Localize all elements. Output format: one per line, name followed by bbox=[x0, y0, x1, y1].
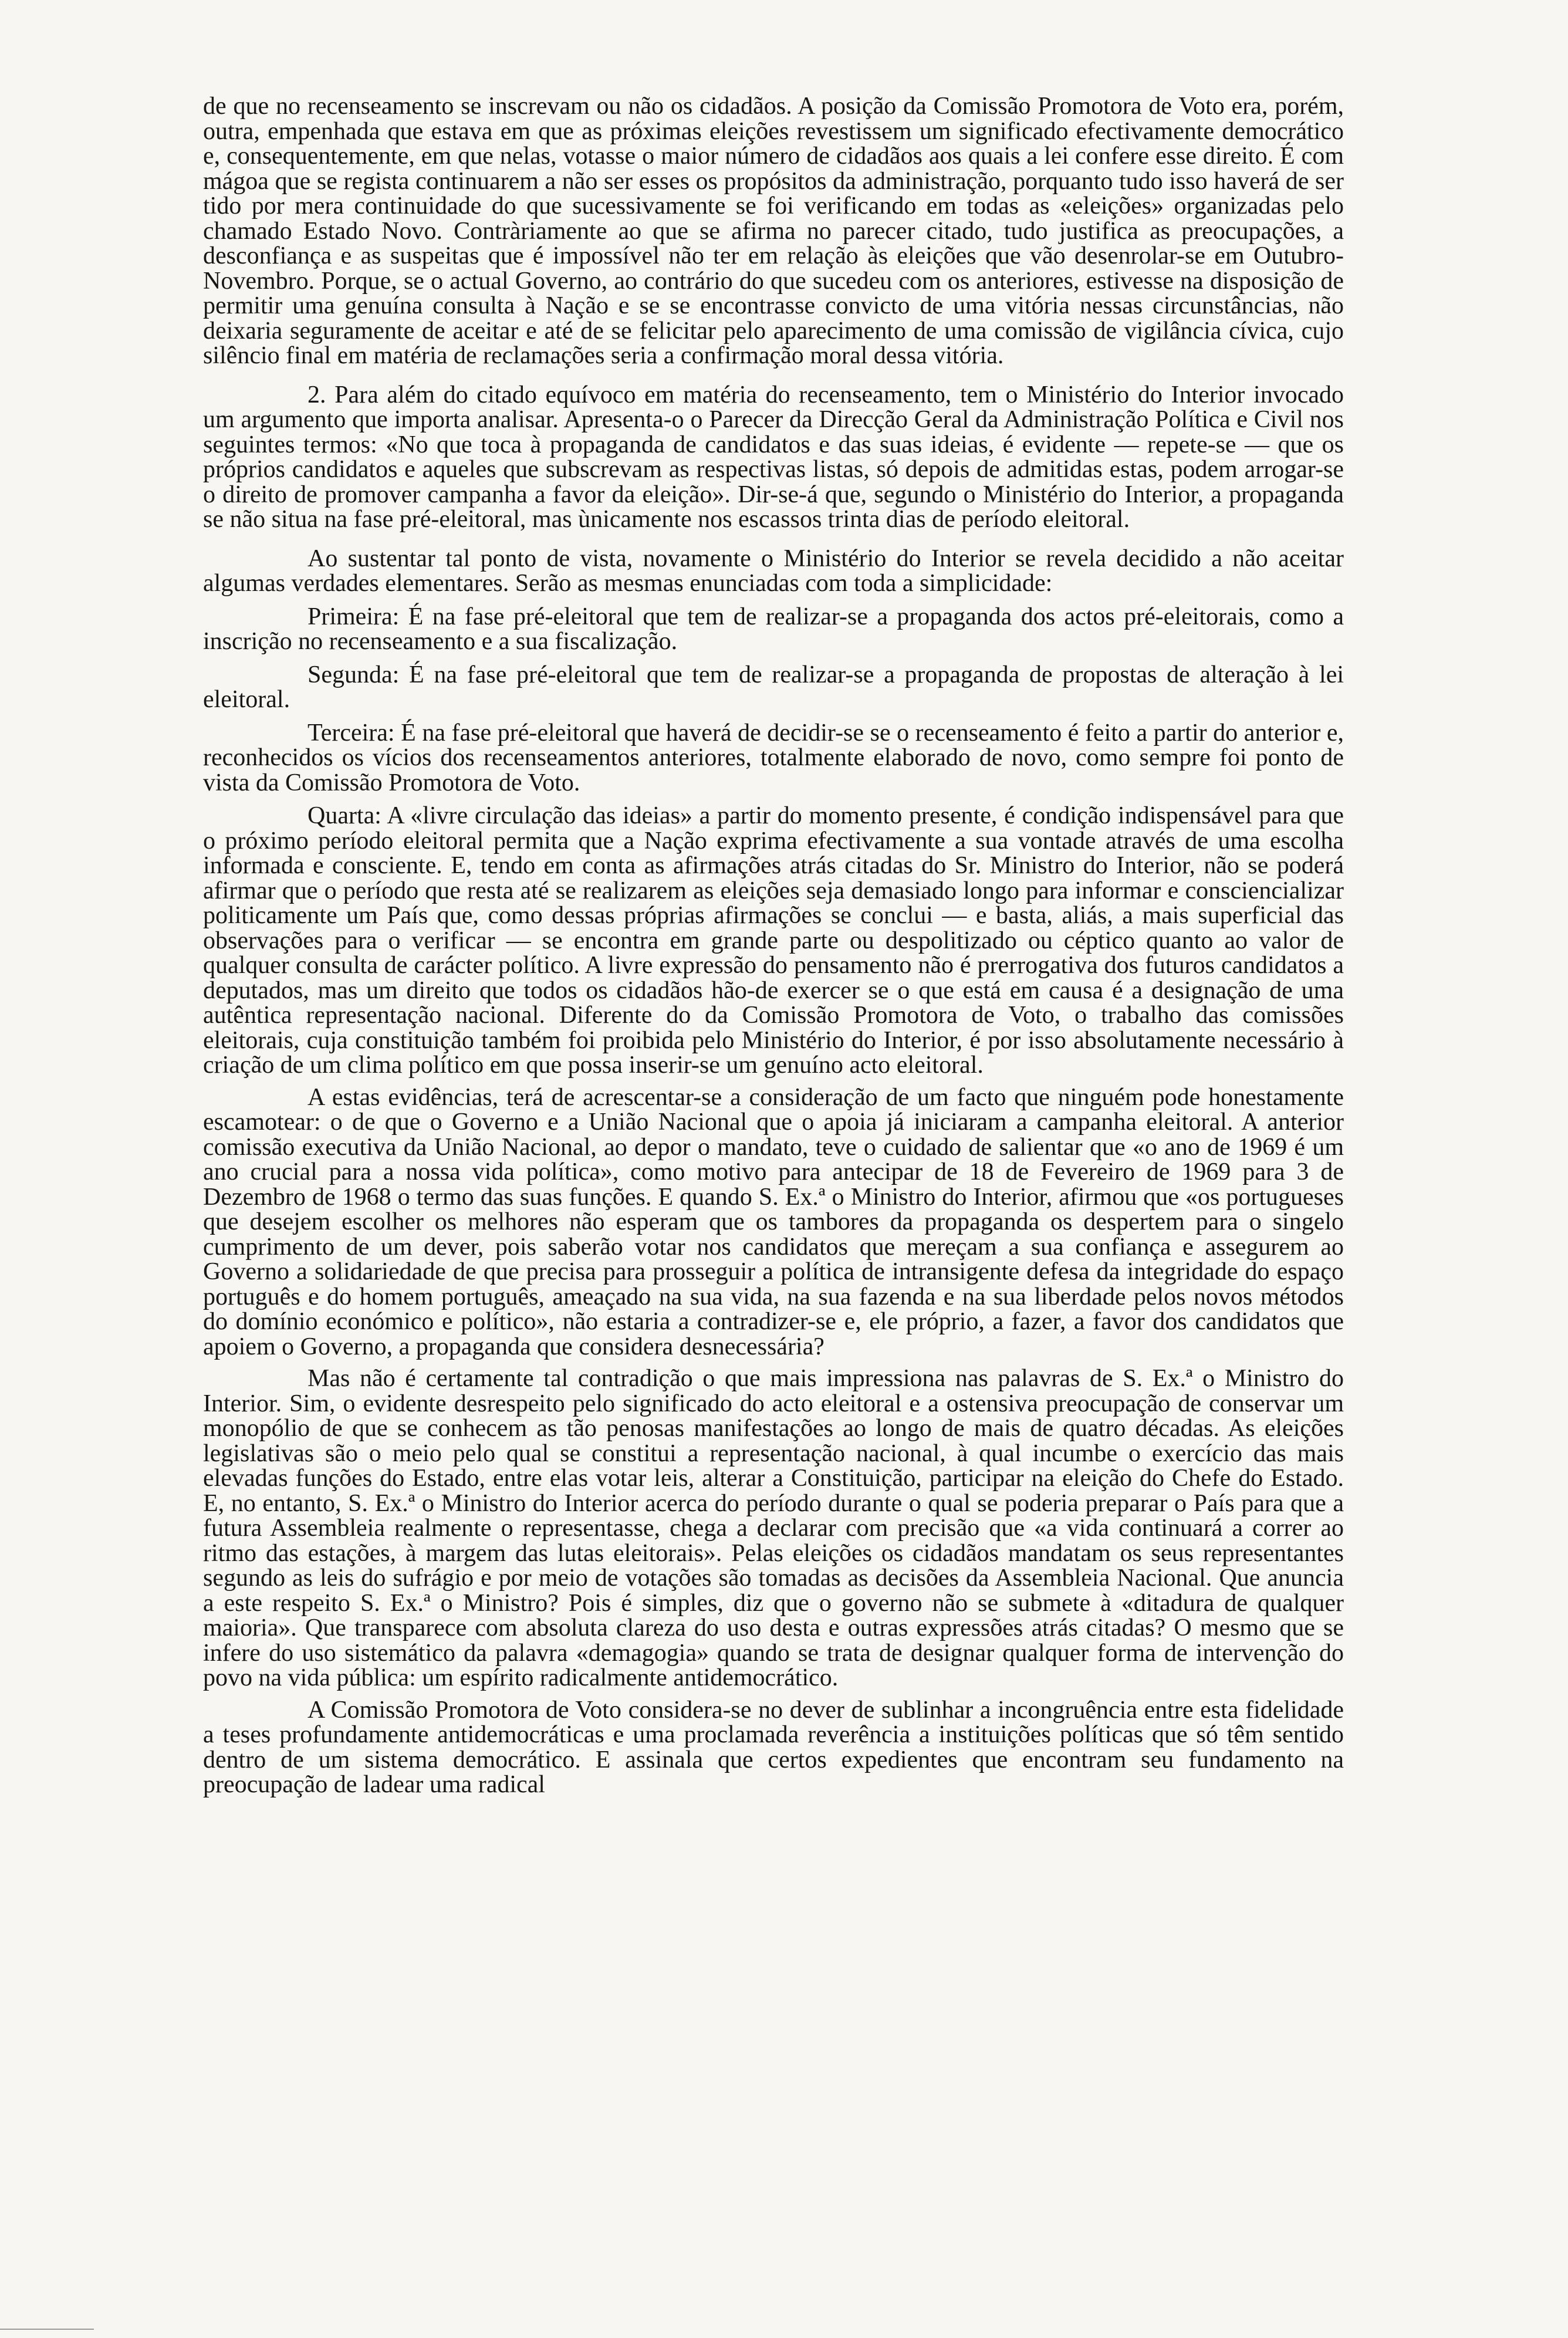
paragraph-9: Mas não é certamente tal contradição o que mais impressiona nas palavras de S. Ex.ª o Ministro do Interior. Sim, o evidente desrespeito pelo significado do acto eleitoral e a ostensiva preocupação de conservar um monopólio de que se conhecem as tão penosas manifestações ao longo de mais de quatro décadas. As eleições legislativas são o meio pelo qual se constitui a representação nacional, à qual incumbe o exercício das mais elevadas funções do Estado, entre elas votar leis, alterar a Constituição, participar na eleição do Chefe do Estado. E, no entanto, S. Ex.ª o Ministro do Interior acerca do período durante o qual se poderia preparar o País para que a futura Assembleia realmente o representasse, chega a declarar com precisão que «a vida continuará a correr ao ritmo das estações, à margem das lutas eleitorais». Pelas eleições os cidadãos mandatam os seus representantes segundo as leis do sufrágio e por meio de votações são tomadas as decisões da Assembleia Nacional. Que anuncia a este respeito S. Ex.ª o Ministro? Pois é simples, diz que o governo não se submete à «ditadura de qualquer maioria». Que transparece com absoluta clareza do uso desta e outras expressões atrás citadas? O mesmo que se infere do uso sistemático da palavra «demagogia» quando se trata de designar qualquer forma de intervenção do povo na vida pública: um espírito radicalmente antidemocrático. bbox=[203, 1365, 1344, 1691]
paragraph-10: A Comissão Promotora de Voto considera-se no dever de sublinhar a incongruência entre esta fidelidade a teses profundamente antidemocráticas e uma proclamada reverência a instituições políticas que só têm sentido dentro de um sistema democrático. E assinala que certos expedientes que encontram seu fundamento na preocupação de ladear uma radical bbox=[203, 1696, 1344, 1798]
paragraph-quarta: Quarta: A «livre circulação das ideias» a partir do momento presente, é condição indispensável para que o próximo período eleitoral permita que a Nação exprima efectivamente a sua vontade através de uma escolha informada e consciente. E, tendo em conta as afirmações atrás citadas do Sr. Ministro do Interior, não se poderá afirmar que o período que resta até se realizarem as eleições seja demasiado longo para informar e consciencializar politicamente um País que, como dessas próprias afirmações se conclui — e basta, aliás, a mais superficial das observações para o verificar — se encontra em grande parte ou despolitizado ou céptico quanto ao valor de qualquer consulta de carácter político. A livre expressão do pensamento não é prerrogativa dos futuros candidatos a deputados, mas um direito que todos os cidadãos hão-de exercer se o que está em causa é a designação de uma autêntica representação nacional. Diferente do da Comissão Promotora de Voto, o trabalho das comissões eleitorais, cuja constituição também foi proibida pelo Ministério do Interior, é por isso absolutamente necessário à criação de um clima político em que possa inserir-se um genuíno acto eleitoral. bbox=[203, 802, 1344, 1079]
paragraph-2: 2. Para além do citado equívoco em matéria do recenseamento, tem o Ministério do Interior invocado um argumento que importa analisar. Apresenta-o o Parecer da Direcção Geral da Administração Política e Civil nos seguintes termos: «No que toca à propaganda de candidatos e das suas ideias, é evidente — repete-se — que os próprios candidatos e aqueles que subscrevam as respectivas listas, só depois de admitidas estas, podem arrogar-se o direito de promover campanha a favor da eleição». Dir-se-á que, segundo o Ministério do Interior, a propaganda se não situa na fase pré-eleitoral, mas ùnicamente nos escassos trinta dias de período eleitoral. bbox=[203, 381, 1344, 533]
paragraph-primeira: Primeira: É na fase pré-eleitoral que tem de realizar-se a propaganda dos actos pré-eleitorais, como a inscrição no recenseamento e a sua fiscalização. bbox=[203, 603, 1344, 655]
page-edge-mark bbox=[0, 2329, 94, 2330]
paragraph-8: A estas evidências, terá de acrescentar-se a consideração de um facto que ninguém pode honestamente escamotear: o de que o Governo e a União Nacional que o apoia já iniciaram a campanha eleitoral. A anterior comissão executiva da União Nacional, ao depor o mandato, teve o cuidado de salientar que «o ano de 1969 é um ano crucial para a nossa vida política», como motivo para antecipar de 18 de Fevereiro de 1969 para 3 de Dezembro de 1968 o termo das suas funções. E quando S. Ex.ª o Ministro do Interior, afirmou que «os portugueses que desejem escolher os melhores não esperam que os tambores da propaganda os despertem para o singelo cumprimento de um dever, pois saberão votar nos candidatos que mereçam a sua confiança e assegurem ao Governo a solidariedade de que precisa para prosseguir a política de intransigente defesa da integridade do espaço português e do homem português, ameaçado na sua vida, na sua fazenda e na sua liberdade pelos novos métodos do domínio económico e político», não estaria a contradizer-se e, ele próprio, a fazer, a favor dos candidatos que apoiem o Governo, a propaganda que considera desnecessária? bbox=[203, 1083, 1344, 1360]
document-body bbox=[203, 94, 1344, 1798]
paragraph-segunda: Segunda: É na fase pré-eleitoral que tem de realizar-se a propaganda de propostas de alteração à lei eleitoral. bbox=[203, 661, 1344, 713]
paragraph-terceira: Terceira: É na fase pré-eleitoral que haverá de decidir-se se o recenseamento é feito a partir do anterior e, reconhecidos os vícios dos recenseamentos anteriores, totalmente elaborado de novo, como sempre foi ponto de vista da Comissão Promotora de Voto. bbox=[203, 719, 1344, 796]
paragraph-1: de que no recenseamento se inscrevam ou não os cidadãos. A posição da Comissão Promotora de Voto era, porém, outra, empenhada que estava em que as próximas eleições revestissem um significado efectivamente democrático e, consequentemente, em que nelas, votasse o maior número de cidadãos aos quais a lei confere esse direito. É com mágoa que se regista continuarem a não ser esses os propósitos da administração, porquanto tudo isso haverá de ser tido por mera continuidade do que sucessivamente se foi verificando em todas as «eleições» organizadas pelo chamado Estado Novo. Contràriamente ao que se afirma no parecer citado, tudo justifica as preocupações, a desconfiança e as suspeitas que é impossível não ter em relação às eleições que vão desenrolar-se em Outubro-Novembro. Porque, se o actual Governo, ao contrário do que sucedeu com os anteriores, estivesse na disposição de permitir uma genuína consulta à Nação e se se encontrasse convicto de uma vitória nessas circunstâncias, não deixaria seguramente de aceitar e até de se felicitar pelo aparecimento de uma comissão de vigilância cívica, cujo silêncio final em matéria de reclamações seria a confirmação moral dessa vitória. bbox=[203, 93, 1344, 369]
paragraph-3: Ao sustentar tal ponto de vista, novamente o Ministério do Interior se revela decidido a não aceitar algumas verdades elementares. Serão as mesmas enunciadas com toda a simplicidade: bbox=[203, 545, 1344, 597]
